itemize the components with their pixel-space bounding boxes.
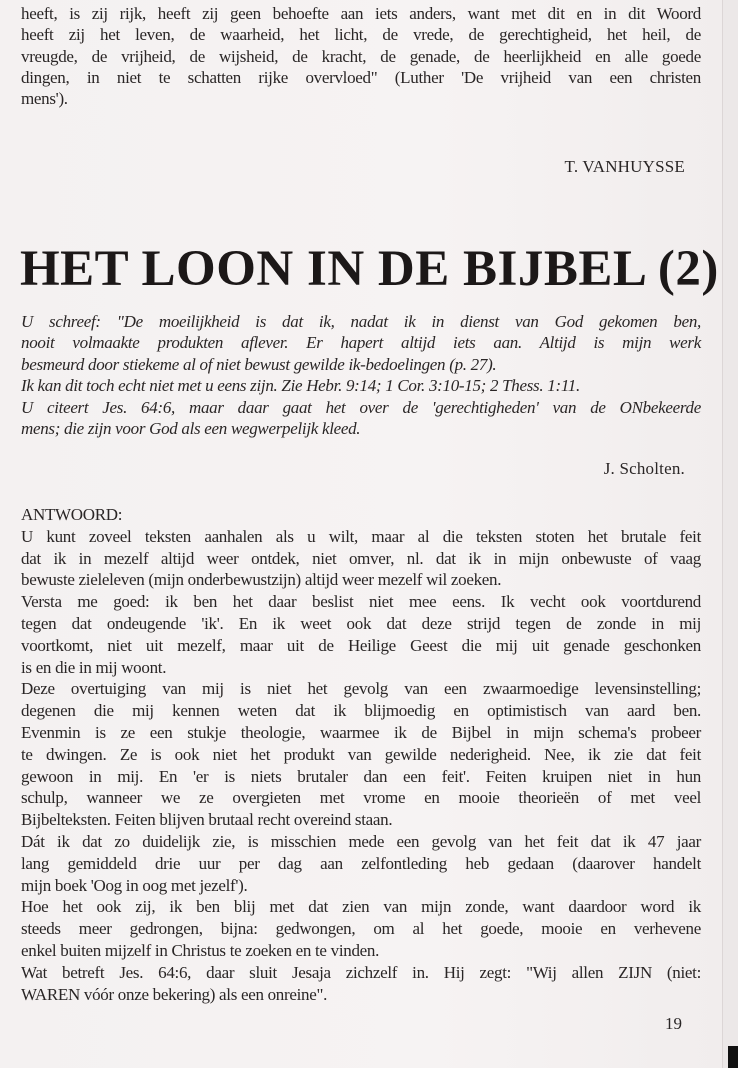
text-line: WAREN vóór onze bekering) als een onreine". — [21, 984, 328, 1004]
text-line: mens; die zijn voor God als een wegwerpelijk kleed. — [21, 418, 361, 438]
text-line: mens'). — [21, 89, 68, 109]
text-line: tegen dat ondeugende 'ik'. En ik weet ook dat deze strijd tegen de zonde in mij — [21, 613, 701, 633]
article-title: HET LOON IN DE BIJBEL (2) — [20, 241, 719, 297]
text-line: heeft zij het leven, de waarheid, het licht, de vrede, de gerechtigheid, het heil, de — [21, 25, 701, 45]
text-line: dat ik in mezelf altijd weer ontdek, niet omver, nl. dat ik in mijn onbewuste of vaag — [21, 548, 701, 568]
text-line: U kunt zoveel teksten aanhalen als u wilt, maar al die teksten stoten het brutale feit — [21, 526, 701, 546]
text-line: is en die in mij woont. — [21, 657, 167, 677]
page-edge — [722, 0, 738, 1068]
page-number: 19 — [665, 1014, 682, 1033]
text-line: gewoon in mij. En 'er is niets brutaler dan een feit'. Feiten kruipen niet in hun — [21, 766, 701, 786]
text-line: Evenmin is ze een stukje theologie, waarmee ik de Bijbel in mijn schema's probeer — [21, 722, 701, 742]
text-line: enkel buiten mijzelf in Christus te zoeken en te vinden. — [21, 940, 380, 960]
text-line: Dát ik dat zo duidelijk zie, is misschien mede een gevolg van het feit dat ik 47 jaar — [21, 831, 701, 851]
text-line: ANTWOORD: — [21, 505, 123, 524]
text-line: te dwingen. Ze is ook niet het produkt van gewilde nederigheid. Nee, ik zie dat feit — [21, 744, 701, 764]
text-line: vreugde, de vrijheid, de wijsheid, de kracht, de genade, de heerlijkheid en alle goede — [21, 46, 701, 66]
text-line: lang gemiddeld drie uur per dag aan zelfontleding heb gedaan (daarover handelt — [21, 853, 701, 873]
intro-text — [21, 3, 701, 109]
signature-scholten: J. Scholten. — [603, 459, 685, 478]
text-line: dingen, in niet te schatten rijke overvloed" (Luther 'De vrijheid van een christen — [21, 67, 701, 87]
scan-edge-mark — [728, 1046, 738, 1068]
text-line: Deze overtuiging van mij is niet het gevolg van een zwaarmoedige levensinstelling; — [21, 679, 701, 699]
text-line: U citeert Jes. 64:6, maar daar gaat het over de 'gerechtigheden' van de ONbekeerde — [21, 397, 701, 417]
text-line: nooit volmaakte produkten aflever. Er hapert altijd iets aan. Altijd is mijn werk — [21, 333, 701, 353]
text-line: Bijbelteksten. Feiten blijven brutaal recht overeind staan. — [21, 810, 393, 830]
text-line: Hoe het ook zij, ik ben blij met dat zien van mijn zonde, want daardoor word ik — [21, 897, 701, 917]
text-line: voortkomt, niet uit mezelf, maar uit de Heilige Geest die mij uit genade geschonken — [21, 635, 701, 655]
text-line: schulp, wanneer we ze overgieten met vrome en mooie theorieën of met veel — [21, 788, 701, 808]
answer-text — [21, 504, 701, 1005]
text-line: bewuste zieleleven (mijn onderbewustzijn) altijd weer mezelf wil zoeken. — [21, 570, 502, 590]
text-line: Versta me goed: ik ben het daar beslist niet mee eens. Ik vecht ook voortdurend — [21, 592, 701, 612]
text-line: Wat betreft Jes. 64:6, daar sluit Jesaja zichzelf in. Hij zegt: "Wij allen ZIJN (niet: — [21, 962, 701, 982]
text-line: besmeurd door stiekeme al of niet bewust gewilde ik-bedoelingen (p. 27). — [21, 354, 497, 374]
text-line: Ik kan dit toch echt niet met u eens zijn. Zie Hebr. 9:14; 1 Cor. 3:10-15; 2 Thess. 1:11. — [21, 376, 580, 396]
text-line: U schreef: "De moeilijkheid is dat ik, nadat ik in dienst van God gekomen ben, — [21, 312, 701, 331]
text-line: steeds meer gedrongen, bijna: gedwongen, om al het goede, mooie en verhevene — [21, 919, 701, 939]
signature-vanhuysse: T. VANHUYSSE — [564, 157, 685, 176]
text-line: mijn boek 'Oog in oog met jezelf'). — [21, 875, 248, 895]
text-line: degenen die mij kennen weten dat ik blijmoedig en optimistisch van aard ben. — [21, 701, 701, 721]
reader-question — [21, 311, 701, 439]
text-line: heeft, is zij rijk, heeft zij geen behoefte aan iets anders, want met dit en in dit Woord — [21, 4, 701, 23]
